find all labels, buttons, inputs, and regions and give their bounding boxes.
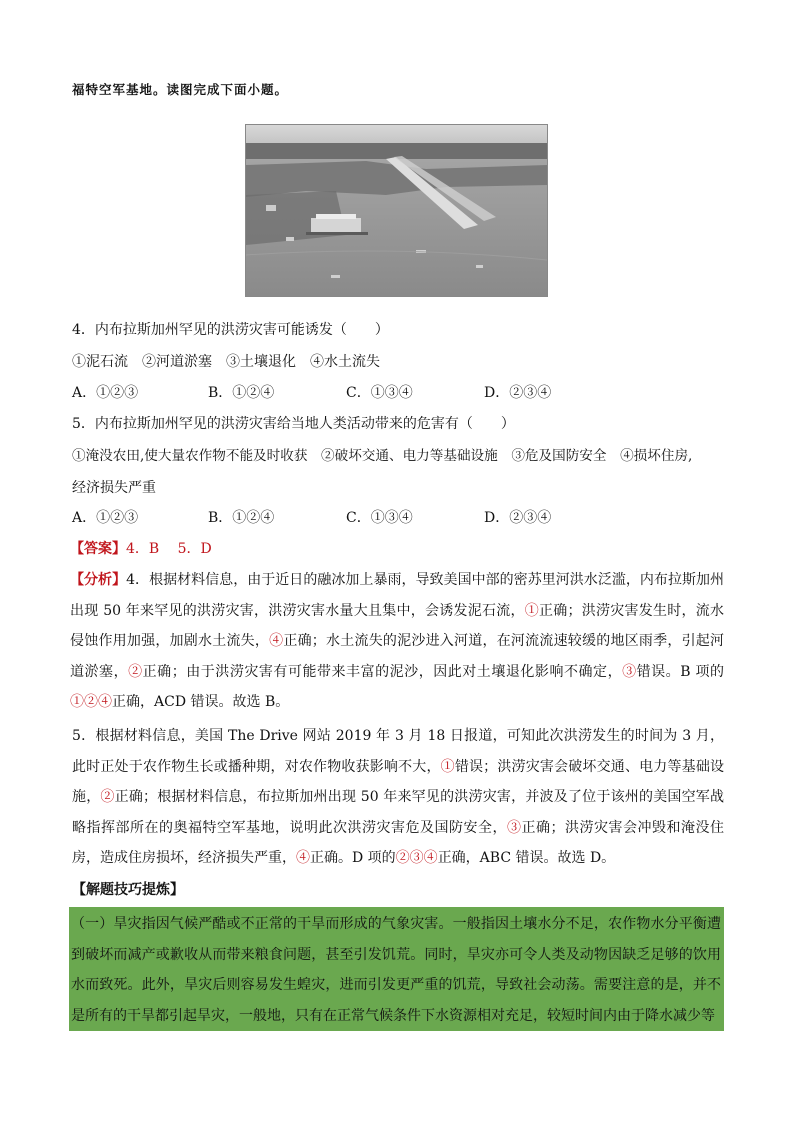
q5-items-line2: 经济损失严重 (72, 480, 156, 496)
q4-options (72, 383, 551, 403)
analysis-q5-num: ① (440, 758, 455, 775)
q5-stem: 5．内布拉斯加州罕见的洪涝灾害给当地人类活动带来的危害有（ ） (72, 416, 515, 432)
flooded-airbase-photo (245, 124, 548, 297)
analysis-q5-text: 正确，ABC 错误。故选 D。 (437, 850, 616, 866)
q5-option-d: D．②③④ (484, 510, 552, 526)
q4-option-c: C．①③④ (346, 385, 413, 401)
analysis-label: 【分析】 (70, 572, 127, 588)
q4-option-b: B．①②④ (208, 385, 275, 401)
analysis-q5-text: 5．根据材料信息，美国 The Drive 网站 2019 年 3 月 18 日报道，可知此次洪涝发生的时间为 3 月，此时正处于农作物生长或播种期，对农作物收获影响不大， (72, 728, 724, 775)
analysis-q5-num: ④ (296, 850, 310, 866)
q5-options (72, 508, 551, 528)
analysis-q4-text: 正确，ACD 错误。故选 B。 (112, 694, 290, 710)
analysis-q4-text: 正确；洪涝灾害发生时，流水侵蚀作用加强，加剧水土流失， (70, 602, 725, 649)
intro-text: 福特空军基地。读图完成下面小题。 (72, 82, 289, 97)
q5-option-b: B．①②④ (208, 510, 275, 526)
analysis-q4 (70, 565, 724, 718)
q4-items: ①泥石流 ②河道淤塞 ③土壤退化 ④水土流失 (72, 354, 380, 370)
q5-option-c: C．①③④ (346, 510, 413, 526)
tips-text: （一）旱灾指因气候严酷或不正常的干旱而形成的气象灾害。一般指因土壤水分不足，农作物水分平衡遭到破坏而减产或歉收从而带来粮食问题，甚至引发饥荒。同时，旱灾亦可令人类及动物因缺乏足够的饮用水而致死。此外，旱灾后则容易发生蝗灾，进而引发更严重的饥荒，导致社会动荡。需要注意的是，并不是所有的干旱都引起旱灾，一般地，只有在正常气候条件下水资源相对充足，较短时间内由于降水减少等 (71, 916, 721, 1024)
answer-line (70, 539, 212, 559)
q5-option-a: A．①②③ (72, 510, 139, 526)
q4-stem: 4．内布拉斯加州罕见的洪涝灾害可能诱发（ ） (72, 322, 389, 338)
analysis-q5-text: 正确；洪涝灾害会冲毁和淹没住房，造成住房损坏，经济损失严重， (72, 819, 724, 866)
analysis-q4-num: ① (524, 602, 540, 619)
answer-text: 4．B 5．D (126, 541, 212, 557)
analysis-q5-text: 正确。D 项的 (310, 850, 396, 866)
q4-option-d: D．②③④ (484, 385, 552, 401)
analysis-q4-num: ④ (269, 633, 284, 649)
analysis-q5-num: ③ (507, 819, 522, 836)
q4-option-a: A．①②③ (72, 385, 139, 401)
analysis-q4-text: 正确；水土流失的泥沙进入河道，在河流流速较缓的地区雨季，引起河道淤塞， (70, 633, 725, 680)
analysis-q4-num: ② (128, 663, 143, 680)
analysis-q4-text: 正确；由于洪涝灾害有可能带来丰富的泥沙，因此对土壤退化影响不确定， (142, 663, 623, 680)
analysis-q5-num: ② (100, 789, 115, 805)
answer-label: 【答案】 (70, 541, 126, 557)
analysis-q5-num: ②③④ (395, 850, 438, 866)
analysis-q5-text: 错误；洪涝灾害会破坏交通、电力等基础设施， (72, 758, 725, 805)
analysis-q4-num: ③ (622, 663, 637, 680)
tips-label: 【解题技巧提炼】 (72, 882, 184, 898)
analysis-q4-text: 4．根据材料信息，由于近日的融冰加上暴雨，导致美国中部的密苏里河洪水泛滥，内布拉斯加州出现 50 年来罕见的洪涝灾害，洪涝灾害水量大且集中，会诱发泥石流， (70, 572, 725, 619)
analysis-q5 (72, 721, 724, 874)
q5-items-line1: ①淹没农田,使大量农作物不能及时收获 ②破坏交通、电力等基础设施 ③危及国防安全 ④损坏住房, (72, 448, 693, 464)
analysis-q5-text: 正确；根据材料信息，布拉斯加州出现 50 年来罕见的洪涝灾害，并波及了位于该州的美国空军战略指挥部所在的奥福特空军基地，说明此次洪涝灾害危及国防安全， (72, 789, 725, 836)
tips-box (69, 907, 724, 1031)
analysis-q4-text: 错误。B 项的 (636, 663, 725, 680)
analysis-q4-num: ①②④ (70, 694, 112, 710)
